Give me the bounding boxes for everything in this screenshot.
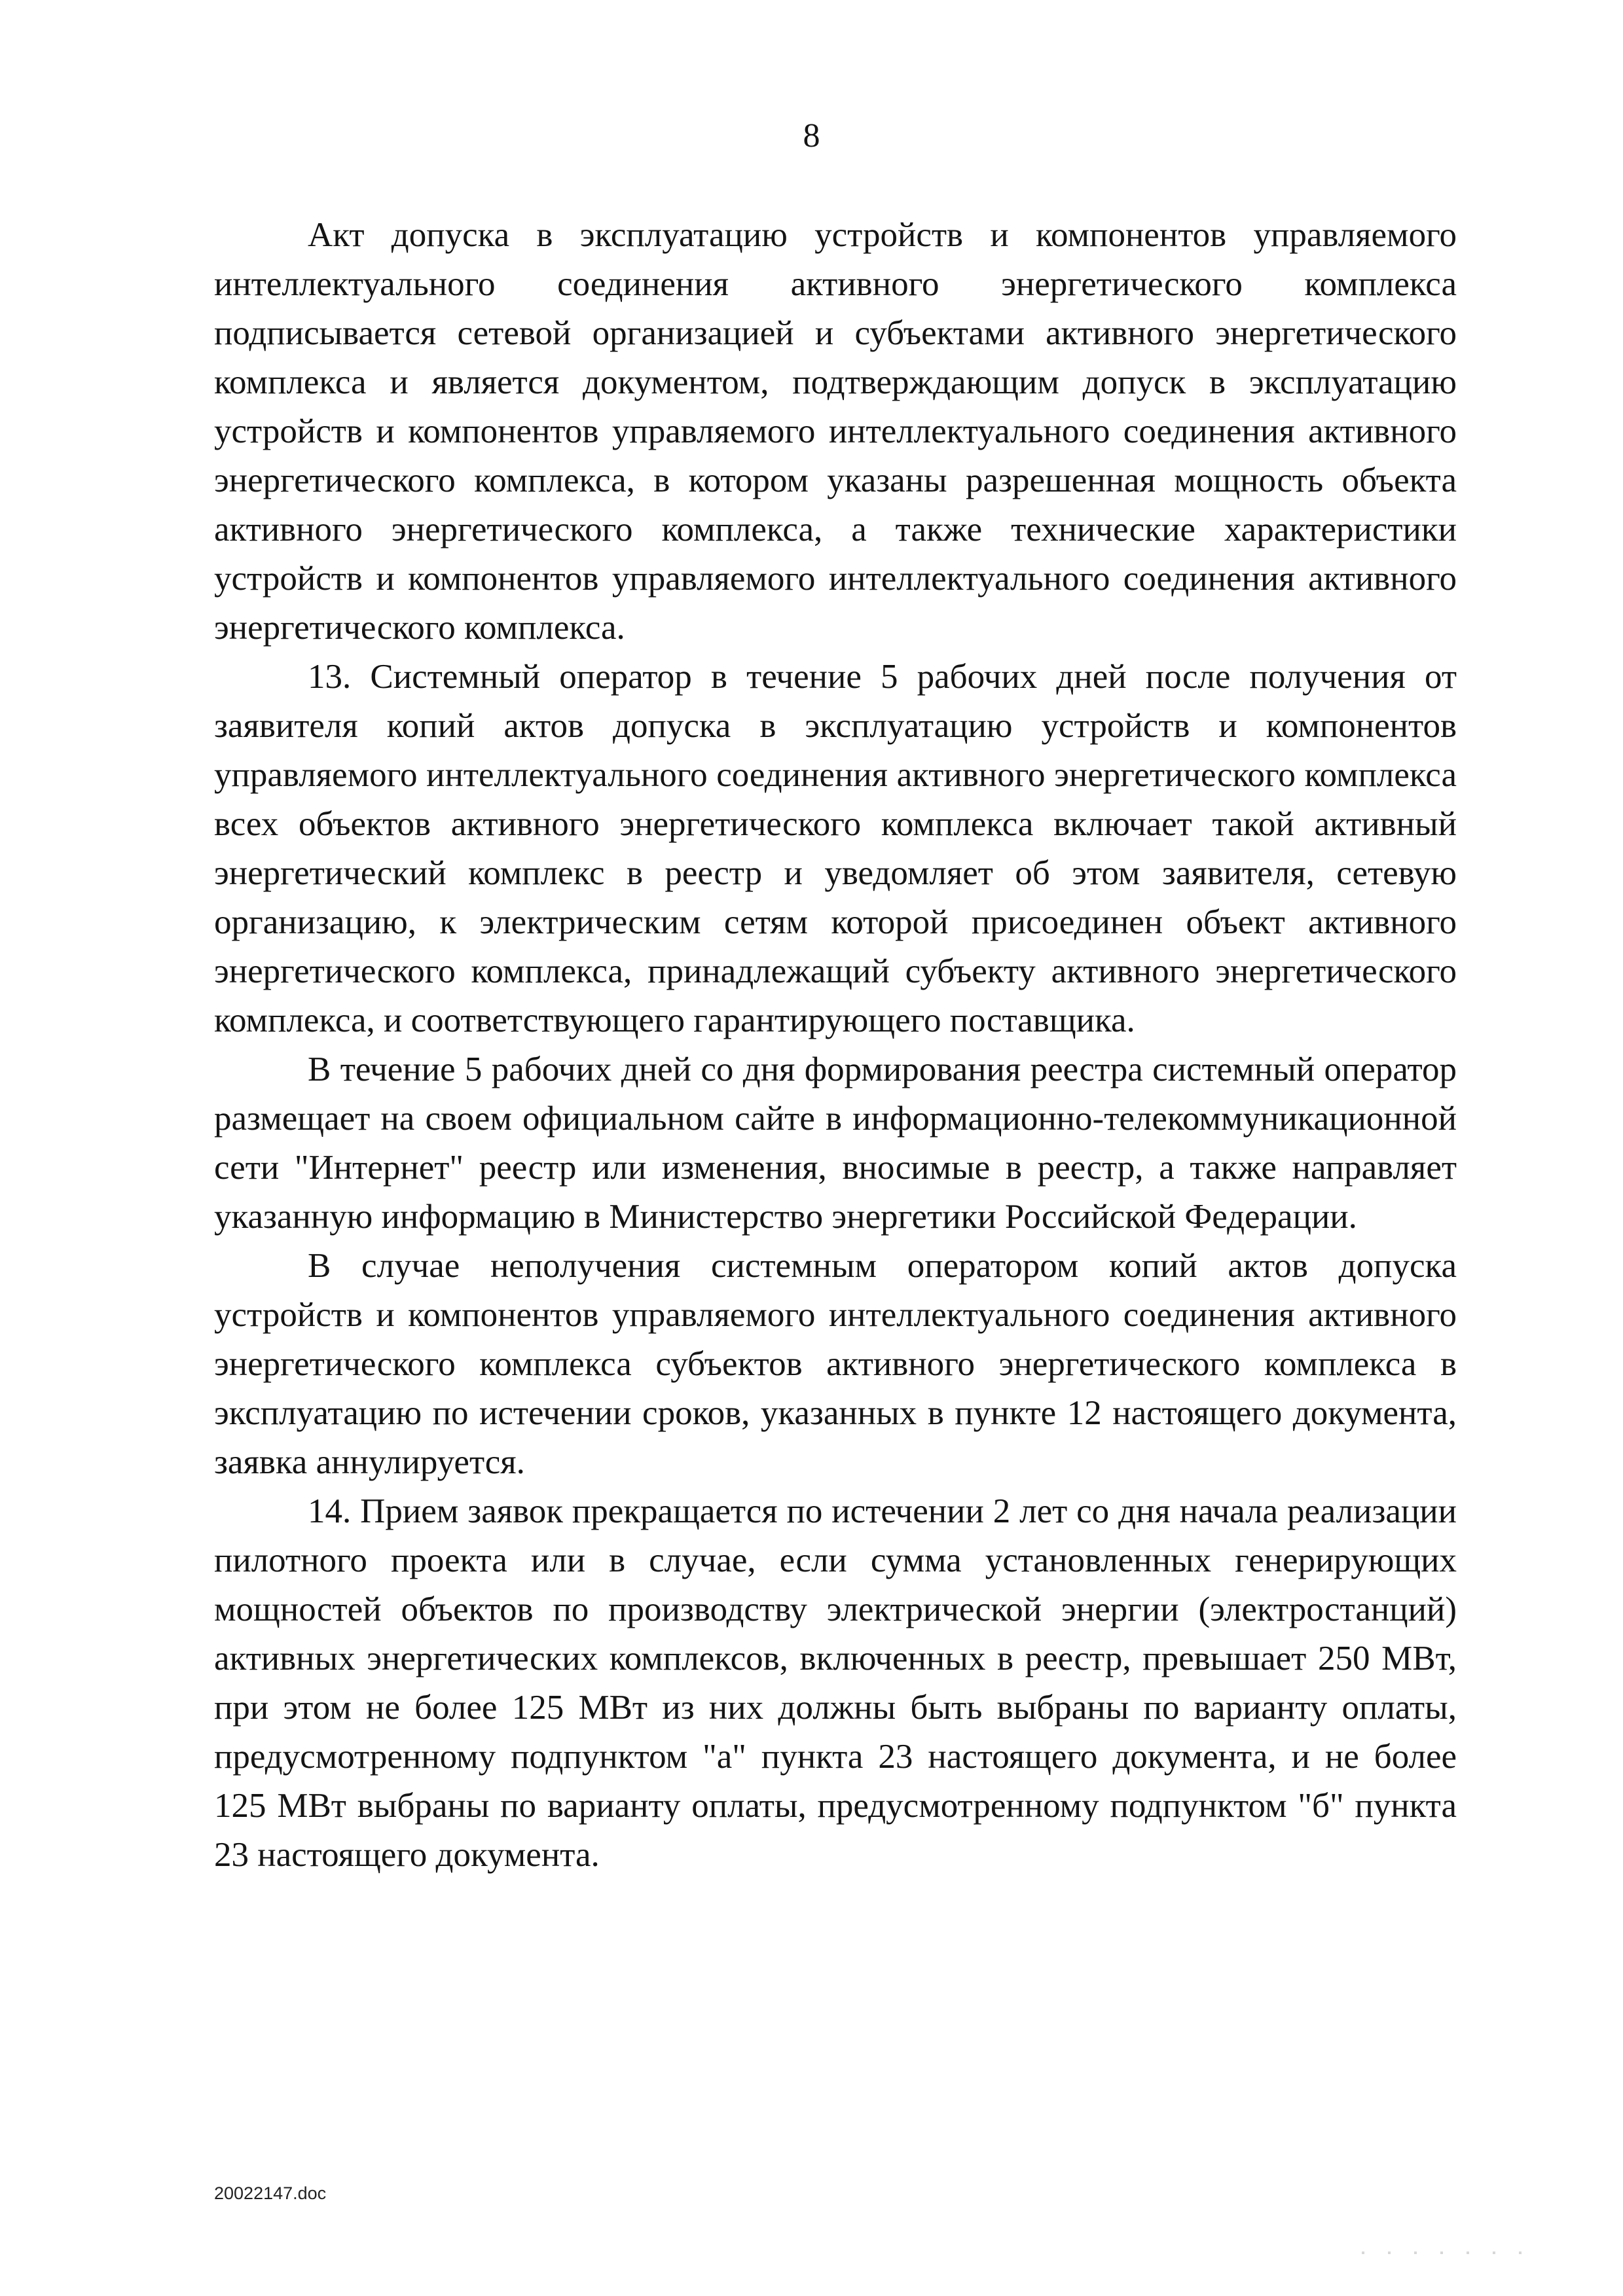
footer-file-name: 20022147.doc <box>214 2183 327 2203</box>
document-body <box>214 211 1457 1880</box>
scan-artifact <box>1362 2251 1532 2254</box>
page-number: 8 <box>803 117 820 154</box>
paragraph-13: 13. Системный оператор в течение 5 рабочих дней после получения от заявителя копий актов допуска в эксплуатацию устройств и компонентов управляемого интеллектуального соединения активного энергетического комплекса всех объектов активного энергетического комплекса включает такой активный энергетический комплекс в реестр и уведомляет об этом заявителя, сетевую организацию, к электрическим сетям которой присоединен объект активного энергетического комплекса, принадлежащий субъекту активного энергетического комплекса, и соответствующего гарантирующего поставщика. <box>214 658 1457 1039</box>
paragraph-14: 14. Прием заявок прекращается по истечении 2 лет со дня начала реализации пилотного проекта или в случае, если сумма установленных генерирующих мощностей объектов по производству электрической энергии (электростанций) активных энергетических комплексов, включенных в реестр, превышает 250 МВт, при этом не более 125 МВт из них должны быть выбраны по варианту оплаты, предусмотренному подпунктом "а" пункта 23 настоящего документа, и не более 125 МВт выбраны по варианту оплаты, предусмотренному подпунктом "б" пункта 23 настоящего документа. <box>214 1492 1457 1874</box>
paragraph-registry-publication: В течение 5 рабочих дней со дня формирования реестра системный оператор размещает на своем официальном сайте в информационно-телекоммуникационной сети "Интернет" реестр или изменения, вносимые в реестр, а также направляет указанную информацию в Министерство энергетики Российской Федерации. <box>214 1050 1457 1236</box>
paragraph-act-of-admission: Акт допуска в эксплуатацию устройств и компонентов управляемого интеллектуального соединения активного энергетического комплекса подписывается сетевой организацией и субъектами активного энергетического комплекса и является документом, подтверждающим допуск в эксплуатацию устройств и компонентов управляемого интеллектуального соединения активного энергетического комплекса, в котором указаны разрешенная мощность объекта активного энергетического комплекса, а также технические характеристики устройств и компонентов управляемого интеллектуального соединения активного энергетического комплекса. <box>214 216 1457 647</box>
paragraph-application-annulment: В случае неполучения системным оператором копий актов допуска устройств и компонентов управляемого интеллектуального соединения активного энергетического комплекса субъектов активного энергетического комплекса в эксплуатацию по истечении сроков, указанных в пункте 12 настоящего документа, заявка аннулируется. <box>214 1247 1457 1481</box>
